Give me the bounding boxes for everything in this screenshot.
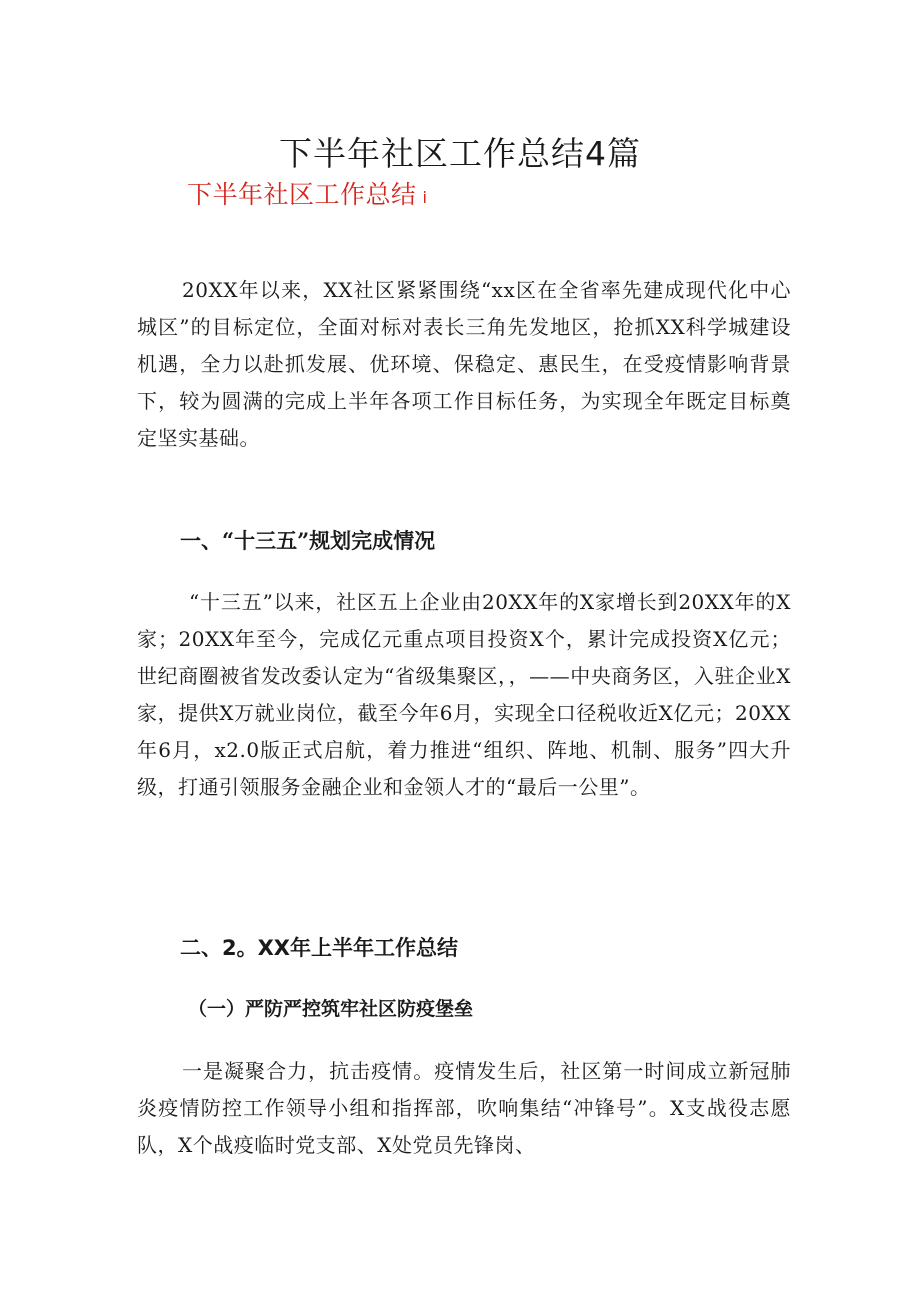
heading-half-year-summary: 二、2。XX年上半年工作总结	[180, 936, 458, 960]
subheading-epidemic-prevention: （一）严防严控筑牢社区防疫堡垒	[188, 998, 474, 1020]
section-heading-mark: i	[422, 188, 428, 207]
heading-plan-completion: 一、“十三五”规划完成情况	[180, 528, 436, 553]
paragraph-epidemic: 一是凝聚合力，抗击疫情。疫情发生后，社区第一时间成立新冠肺炎疫情防控工作领导小组和指挥部，吹响集结“冲锋号”。X支战役志愿队，X个战疫临时党支部、X处党员先锋岗、	[137, 1059, 791, 1157]
paragraph-intro: 20XX年以来，XX社区紧紧围绕“xx区在全省率先建成现代化中心城区”的目标定位，全面对标对表长三角先发地区，抢抓XX科学城建设机遇，全力以赴抓发展、优环境、保稳定、惠民生，在受疫情影响背景下，较为圆满的完成上半年各项工作目标任务，为实现全年既定目标奠定坚实基础。	[137, 278, 791, 450]
paragraph-plan-details: “十三五”以来，社区五上企业由20XX年的X家增长到20XX年的X家；20XX年至今，完成亿元重点项目投资X个，累计完成投资X亿元；世纪商圈被省发改委认定为“省级集聚区，，——中央商务区，入驻企业X家，提供X万就业岗位，截至今年6月，实现全口径税收近X亿元；20XX年6月，x2.0版正式启航，着力推进“组织、阵地、机制、服务”四大升级，打通引领服务金融企业和金领人才的“最后一公里”。	[137, 590, 791, 799]
document-title: 下半年社区工作总结4篇	[279, 134, 641, 173]
section-heading	[187, 175, 427, 211]
section-heading-text: 下半年社区工作总结	[187, 180, 417, 209]
